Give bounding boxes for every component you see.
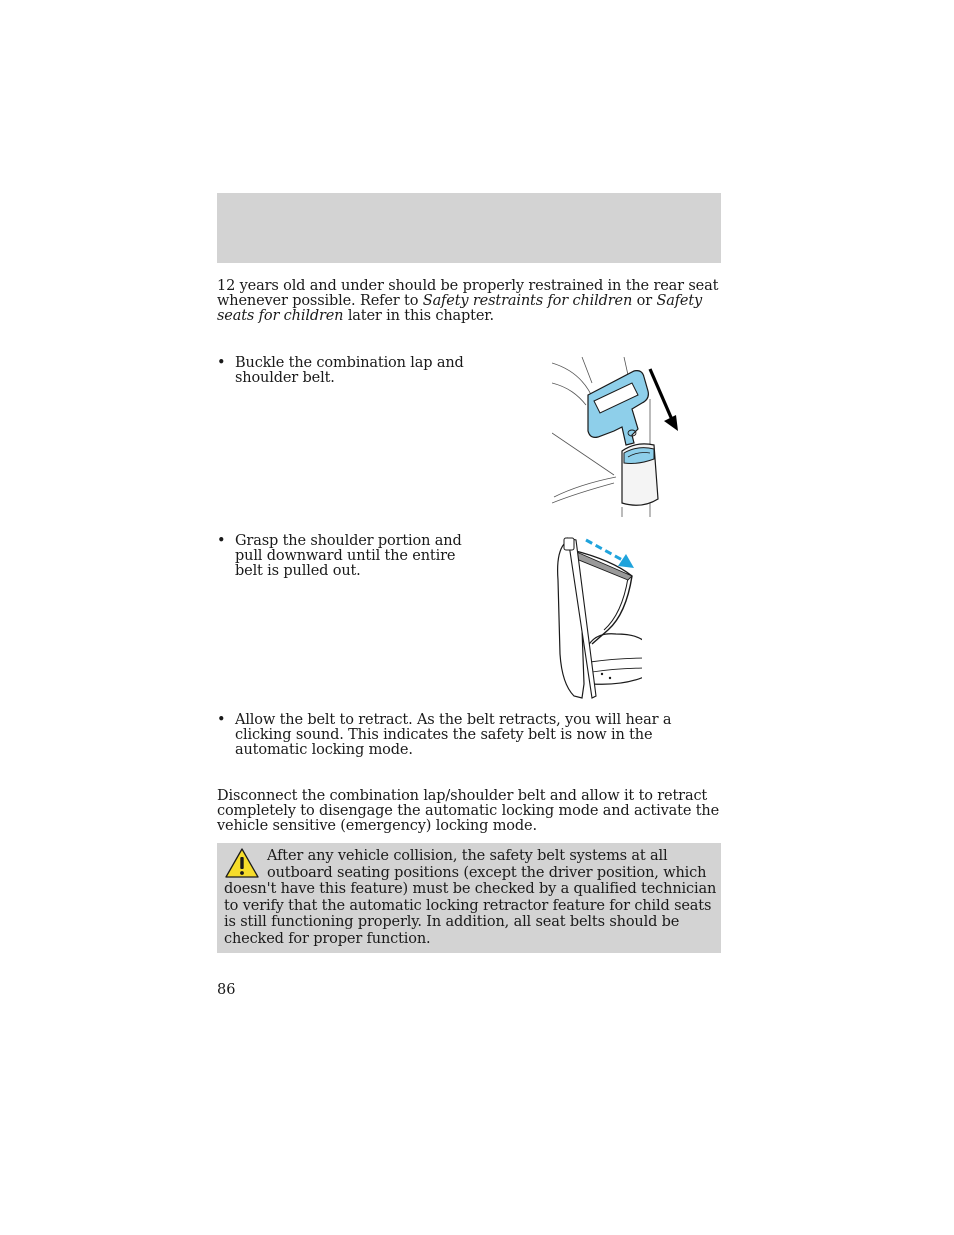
step-allow-retract bbox=[217, 713, 721, 758]
warning-box bbox=[217, 843, 721, 953]
bullet-marker: • bbox=[217, 355, 226, 371]
intro-text-3: later in this chapter. bbox=[343, 308, 494, 324]
intro-text-2: or bbox=[632, 293, 657, 309]
warning-triangle-icon bbox=[224, 847, 260, 879]
page-number: 86 bbox=[217, 982, 236, 998]
warning-content bbox=[224, 848, 718, 947]
intro-text-1: 12 years old and under should be properly restrained in the rear seat whenever possible. Refer to bbox=[217, 278, 719, 309]
section-header-band bbox=[217, 193, 721, 263]
step-allow-retract-text: Allow the belt to retract. As the belt retracts, you will hear a clicking sound. This indicates the safety belt is now in the automatic locking mode. bbox=[235, 712, 672, 758]
link-safety-restraints-for-children[interactable]: Safety restraints for children bbox=[422, 293, 633, 309]
bullet-marker: • bbox=[217, 712, 226, 728]
shoulder-belt-illustration bbox=[552, 534, 642, 700]
step-pull-belt-text: Grasp the shoulder portion and pull downward until the entire belt is pulled out. bbox=[235, 533, 462, 579]
buckle-illustration bbox=[552, 357, 682, 517]
step-buckle bbox=[217, 356, 467, 386]
bullet-marker: • bbox=[217, 533, 226, 549]
disengage-paragraph: Disconnect the combination lap/shoulder belt and allow it to retract completely to disengage the automatic locking mode and activate the vehicle sensitive (emergency) locking mode. bbox=[217, 788, 720, 834]
step-buckle-text: Buckle the combination lap and shoulder belt. bbox=[235, 355, 464, 386]
step-pull-belt bbox=[217, 534, 467, 579]
warning-text: After any vehicle collision, the safety belt systems at all outboard seating positions (except the driver position, which doesn't have this feature) must be checked by a qualified technician to verify that the automatic locking retractor feature for child seats is still functioning properly. In addition, all seat belts should be checked for proper function. bbox=[224, 848, 717, 947]
link-safety-seats-for-children[interactable]: Safety seats for children bbox=[217, 293, 703, 324]
intro-paragraph bbox=[217, 279, 721, 324]
